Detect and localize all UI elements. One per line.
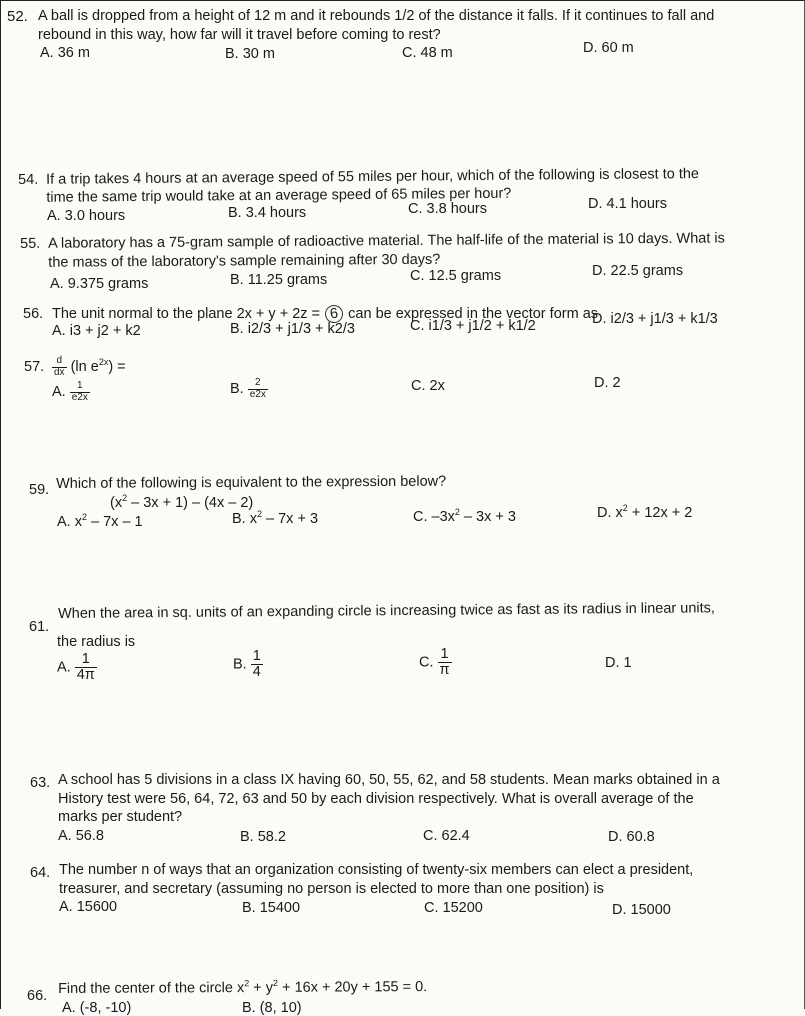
question-56-text-pre: The unit normal to the plane 2x + y + 2z =	[52, 306, 321, 322]
question-59-number: 59.	[29, 482, 50, 498]
circled-answer-mark: 6	[324, 304, 344, 324]
question-52-choice-b: B. 30 m	[225, 46, 275, 62]
question-55-number: 55.	[20, 235, 41, 252]
question-56-choice-a: A. i3 + j2 + k2	[52, 323, 141, 339]
question-66-choice-a-partial: A. (-8, -10)	[62, 1000, 132, 1016]
question-52-number: 52.	[7, 8, 28, 25]
question-52-choice-a: A. 36 m	[40, 45, 90, 61]
question-61-number: 61.	[29, 619, 50, 635]
question-64-choice-b: B. 15400	[242, 900, 301, 916]
question-59-choice-c: C. $-3x^2 - 3x + 3$	[413, 507, 516, 525]
question-54-text-line1: If a trip takes 4 hours at an average speed of 55 miles per hour, which of the following is closest to the	[46, 166, 700, 188]
question-64-choice-a: A. 15600	[59, 899, 118, 915]
question-55-text-line2: the mass of the laboratory's sample remaining after 30 days?	[48, 251, 441, 271]
question-54-choice-b: B. 3.4 hours	[228, 205, 307, 221]
question-59-choice-a: A. $x^2 - 7x - 1$	[57, 512, 143, 530]
question-64-choice-d: D. 15000	[612, 902, 671, 918]
question-61-choice-d: D. 1	[605, 655, 632, 671]
question-57-choice-d: D. 2	[594, 375, 621, 391]
question-57-choice-c: C. 2x	[411, 378, 445, 394]
question-55-choice-d: D. 22.5 grams	[592, 263, 684, 279]
question-57-expression: $\frac{d}{dx}$ (ln $e^{2x}$) =	[54, 355, 126, 378]
question-52-choice-c: C. 48 m	[402, 45, 453, 61]
question-59-choice-b: B. $x^2 - 7x + 3$	[232, 509, 319, 527]
question-61-choice-a: A. $\frac{1}{4\pi}$	[57, 651, 95, 684]
question-57-choice-b: B. $\frac{2}{e2x}$	[230, 377, 266, 400]
question-57-number: 57.	[24, 359, 45, 375]
question-54-number: 54.	[18, 171, 39, 188]
question-55-text-line1: A laboratory has a 75-gram sample of radioactive material. The half-life of the material is 10 days. What is	[48, 230, 725, 252]
question-61-text-line2: the radius is	[57, 634, 136, 650]
question-61-text-line1: When the area in sq. units of an expanding circle is increasing twice as fast as its radius in linear units,	[58, 600, 715, 622]
question-66-choice-b-partial: B. (8, 10)	[242, 1000, 302, 1016]
question-66-text-line1: Find the center of the circle $x^2 + y^2 + 16x + 20y + 155 = 0$.	[58, 978, 428, 997]
question-63-choice-a: A. 56.8	[58, 828, 104, 844]
question-63-choice-c: C. 62.4	[423, 828, 470, 844]
question-56-choice-b: B. i2/3 + j1/3 + k2/3	[230, 321, 355, 337]
question-57-choice-a: A. $\frac{1}{e2x}$	[52, 380, 88, 403]
question-64-text-line2: treasurer, and secretary (assuming no person is elected to more than one position) is	[59, 881, 604, 897]
question-64-choice-c: C. 15200	[424, 900, 483, 916]
question-63-choice-b: B. 58.2	[240, 829, 286, 845]
question-63-text-line3: marks per student?	[58, 809, 183, 825]
question-64-number: 64.	[30, 865, 51, 881]
question-54-choice-d: D. 4.1 hours	[588, 196, 667, 212]
question-59-text-line1: Which of the following is equivalent to the expression below?	[56, 473, 447, 492]
question-59-expression: $(x^2 - 3x + 1) - (4x - 2)$	[110, 493, 254, 511]
question-54-text-line2: time the same trip would take at an average speed of 65 miles per hour?	[46, 185, 512, 206]
question-63-number: 63.	[30, 775, 51, 791]
question-56-number: 56.	[23, 306, 44, 322]
question-52-choice-d: D. 60 m	[583, 40, 634, 56]
question-54-choice-c: C. 3.8 hours	[408, 201, 487, 217]
question-52-text-line1: A ball is dropped from a height of 12 m and it rebounds 1/2 of the distance it falls. If it continues to fall and	[38, 8, 715, 24]
question-59-choice-d: D. $x^2 + 12x + 2$	[597, 503, 693, 521]
question-63-text-line1: A school has 5 divisions in a class IX having 60, 50, 55, 62, and 58 students. Mean marks obtained in a	[58, 772, 720, 788]
question-55-choice-c: C. 12.5 grams	[410, 268, 502, 284]
question-54-choice-a: A. 3.0 hours	[47, 208, 126, 224]
question-56-text-post: can be expressed in the vector form as	[348, 306, 599, 322]
question-55-choice-b: B. 11.25 grams	[230, 272, 328, 288]
question-55-choice-a: A. 9.375 grams	[50, 276, 149, 292]
question-63-text-line2: History test were 56, 64, 72, 63 and 50 by each division respectively. What is overall average of the	[58, 791, 694, 807]
question-56-choice-c: C. i1/3 + j1/2 + k1/2	[410, 318, 536, 334]
question-56-choice-d: D. i2/3 + j1/3 + k1/3	[592, 311, 718, 327]
question-52-text-line2: rebound in this way, how far will it travel before coming to rest?	[38, 27, 441, 43]
question-61-choice-c: C. $\frac{1}{\pi}$	[419, 646, 450, 679]
question-63-choice-d: D. 60.8	[608, 829, 655, 845]
question-66-number: 66.	[27, 988, 48, 1004]
question-61-choice-b: B. $\frac{1}{4}$	[233, 648, 261, 681]
question-64-text-line1: The number n of ways that an organization consisting of twenty-six members can elect a president,	[59, 862, 694, 878]
derivative-operator: $\frac{d}{dx}$	[54, 355, 65, 378]
